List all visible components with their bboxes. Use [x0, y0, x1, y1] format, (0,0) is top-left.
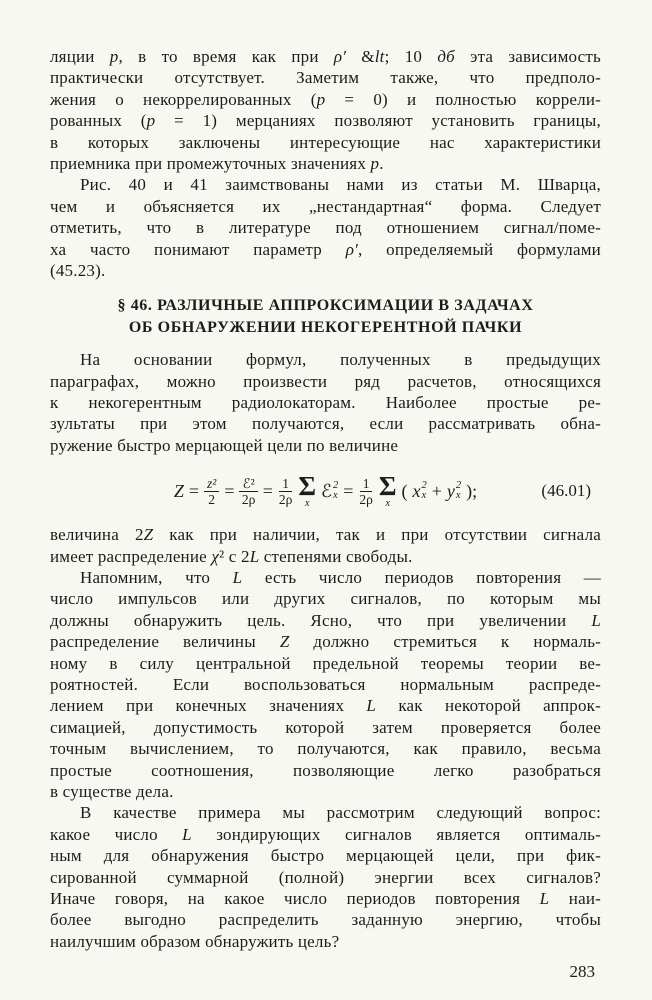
- text-line: симацией, допустимость которой затем проверяется более: [50, 717, 601, 737]
- text-line: число импульсов или других сигналов, по которым мы: [50, 589, 601, 609]
- section-heading-line1: § 46. РАЗЛИЧНЫЕ АППРОКСИМАЦИИ В ЗАДАЧАХ: [117, 297, 534, 315]
- text-line: в существе дела.: [50, 781, 174, 801]
- equation-body: [174, 473, 477, 509]
- text-line: жения о некоррелированных (p = 0) и полностью коррели-: [50, 89, 601, 109]
- fraction-z2-2: $\frac{\text{z²}}{2}$: [204, 476, 219, 507]
- text-line: Рис. 40 и 41 заимствованы нами из статьи М. Шварца,: [80, 175, 601, 195]
- text-line: в которых заключены интересующие нас характеристики: [50, 132, 601, 152]
- text-line: роятностей. Если воспользоваться нормальным распреде-: [50, 674, 601, 694]
- sum-symbol: Σ х: [378, 471, 397, 510]
- text-line: Иначе говоря, на какое число периодов повторения L наи-: [50, 888, 601, 908]
- close-paren: );: [466, 480, 478, 501]
- paragraph-intro: [50, 349, 601, 456]
- term-E-squared-x: ℰ 2 х: [321, 480, 339, 502]
- text-line: ляции p, в то время как при ρ′ &lt; 10 дб эта зависимость: [50, 47, 601, 66]
- term-y-squared: y 2 х: [446, 480, 462, 502]
- equation-46-01: [50, 464, 601, 518]
- text-line: приемника при промежуточных значениях p.: [50, 153, 384, 173]
- text-line: ным для обнаружения быстро мерцающей цели, при фик-: [50, 846, 601, 866]
- text-line: рованных (p = 1) мерцаниях позволяют установить границы,: [50, 111, 601, 131]
- text-line: простые соотношения, позволяющие легко разобраться: [50, 760, 601, 780]
- text-line: точным вычислением, то получаются, как правило, весьма: [50, 739, 601, 759]
- text-line: какое число L зондирующих сигналов является оптималь-: [50, 824, 601, 844]
- text-line: (45.23).: [50, 260, 106, 280]
- page-number: 283: [569, 962, 595, 982]
- paragraph-correlation: [50, 46, 601, 174]
- equals-sign: =: [188, 480, 200, 501]
- paragraph-chi-square: [50, 524, 601, 567]
- text-line: к некогерентным радиолокаторам. Наиболее простые ре-: [50, 393, 601, 413]
- text-line: распределение величины Z должно стремиться к нормаль-: [50, 632, 602, 652]
- text-line: Напомним, что L есть число периодов повторения —: [80, 568, 601, 588]
- text-line: зультаты при этом получаются, если рассматривать обна-: [50, 414, 601, 434]
- text-line: должны обнаружить цель. Ясно, что при увеличении L: [50, 610, 601, 630]
- fraction-E2-2rho: $\frac{\text{ℰ²}}{2\rho}$: [239, 476, 257, 507]
- equals-sign: =: [343, 480, 354, 501]
- text-line: величина 2Z как при наличии, так и при отсутствии сигнала: [50, 525, 601, 545]
- text-line: практически отсутствует. Заметим также, что предполо-: [50, 68, 601, 88]
- section-heading-line2: ОБ ОБНАРУЖЕНИИ НЕКОГЕРЕНТНОЙ ПАЧКИ: [128, 319, 523, 337]
- equation-number: (46.01): [541, 481, 591, 501]
- text-line: параграфах, можно произвести ряд расчетов, относящихся: [50, 371, 601, 391]
- text-line: ха часто понимают параметр ρ′, определяемый формулами: [50, 239, 601, 259]
- open-paren: (: [401, 480, 408, 501]
- term-x-squared: x 2 х: [412, 480, 427, 502]
- text-line: наилучшим образом обнаружить цель?: [50, 931, 340, 951]
- fraction-1-2rho: $\frac{1}{2\rho}$: [359, 475, 373, 507]
- text-line: На основании формул, полученных в предыдущих: [80, 350, 601, 370]
- text-line: чем и объясняется их „нестандартная“ форма. Следует: [50, 196, 601, 216]
- text-line: ружение быстро мерцающей цели по величине: [50, 435, 399, 455]
- plus-sign: +: [431, 480, 442, 501]
- text-line: ному в силу центральной предельной теоремы теории ве-: [50, 653, 601, 673]
- text-line: отметить, что в литературе под отношением сигнал/поме-: [50, 218, 601, 238]
- equals-sign: =: [262, 480, 273, 501]
- text-line: лением при конечных значениях L как некоторой аппрок-: [50, 696, 602, 716]
- text-line: В качестве примера мы рассмотрим следующий вопрос:: [80, 803, 601, 823]
- var-Z: Z: [173, 480, 184, 501]
- text-line: более выгодно распределить заданную энергию, чтобы: [50, 910, 601, 930]
- section-heading: [50, 295, 601, 339]
- paragraph-L-periods: [50, 567, 601, 802]
- text-line: сированной суммарной (полной) энергии всех сигналов?: [50, 867, 601, 887]
- paragraph-fig-40-41: [50, 174, 601, 281]
- equals-sign: =: [224, 480, 235, 501]
- text-line: имеет распределение χ² с 2L степенями свободы.: [50, 546, 413, 566]
- paragraph-example-question: [50, 802, 601, 952]
- sum-symbol: Σ х: [298, 471, 317, 510]
- fraction-1-2rho: $\frac{1}{2\rho}$: [278, 475, 293, 507]
